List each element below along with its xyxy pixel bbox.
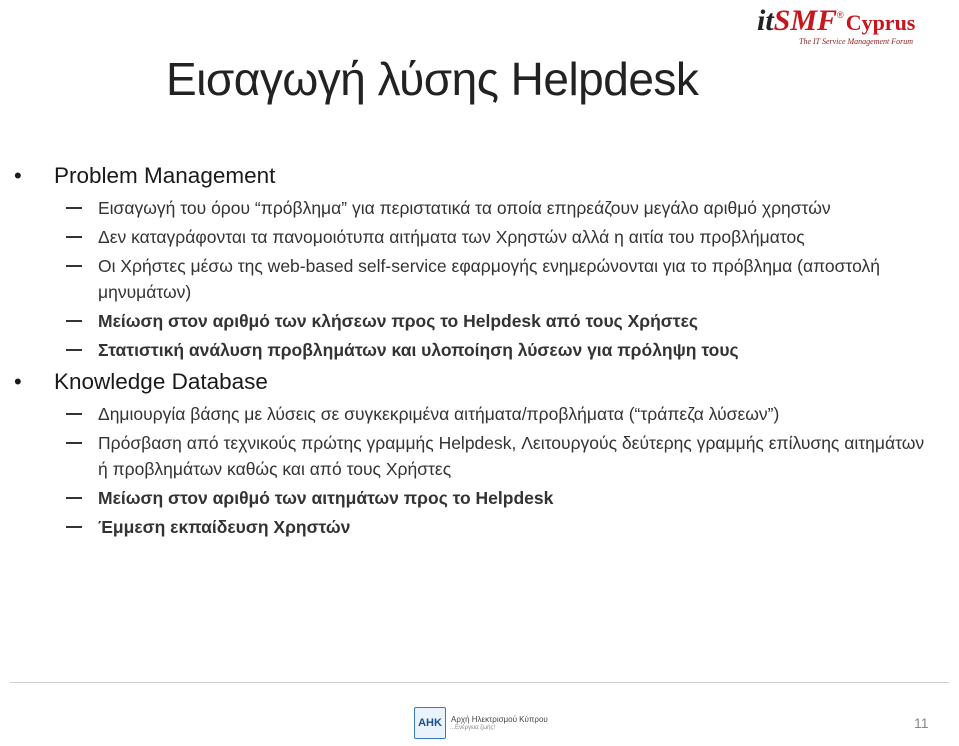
slide-content bbox=[0, 158, 959, 540]
dash-icon bbox=[66, 413, 82, 415]
logo-smf-text: SMF bbox=[773, 4, 838, 37]
list-item-text: Πρόσβαση από τεχνικούς πρώτης γραμμής Helpdesk, Λειτουργούς δεύτερης γραμμής επίλυσης αιτημάτων ή προβλημάτων καθώς και από τους Χρήστες bbox=[98, 433, 925, 479]
logo-tagline: The IT Service Management Forum bbox=[799, 37, 914, 46]
dash-icon bbox=[66, 349, 82, 351]
dash-icon bbox=[66, 236, 82, 238]
section-heading-text: Problem Management bbox=[54, 163, 276, 188]
list-item bbox=[0, 308, 959, 334]
logo-cyprus-text: Cyprus bbox=[845, 10, 916, 35]
logo-registered-mark: ® bbox=[837, 10, 844, 20]
bullet-icon: • bbox=[14, 163, 22, 188]
section-heading-knowledge-database bbox=[0, 365, 959, 398]
itsmf-cyprus-logo bbox=[757, 6, 947, 50]
section-heading-text: Knowledge Database bbox=[54, 369, 268, 394]
eac-logo-text: Αρχή Ηλεκτρισμού Κύπρου bbox=[451, 715, 548, 724]
list-item-text: Μείωση στον αριθμό των αιτημάτων προς το Helpdesk bbox=[98, 488, 554, 508]
dash-icon bbox=[66, 265, 82, 267]
list-item-text: Οι Χρήστες μέσω της web-based self-service εφαρμογής ενημερώνονται για το πρόβλημα (αποστολή μηνυμάτων) bbox=[98, 256, 880, 302]
page-number: 11 bbox=[914, 715, 929, 731]
list-item bbox=[0, 224, 959, 250]
dash-icon bbox=[66, 207, 82, 209]
eac-logo-subtext: ...Ενέργεια ζωής! bbox=[450, 725, 496, 731]
list-item-text: Δεν καταγράφονται τα πανομοιότυπα αιτήματα των Χρηστών αλλά η αιτία του προβλήματος bbox=[98, 227, 805, 247]
list-item-text: Εισαγωγή του όρου “πρόβλημα” για περιστατικά τα οποία επηρεάζουν μεγάλο αριθμό χρηστών bbox=[98, 198, 831, 218]
eac-logo bbox=[414, 706, 574, 740]
list-item-text: Έμμεση εκπαίδευση Χρηστών bbox=[98, 517, 351, 537]
list-item-text: Στατιστική ανάλυση προβλημάτων και υλοποίηση λύσεων για πρόληψη τους bbox=[98, 340, 739, 360]
section-heading-problem-management bbox=[0, 159, 959, 192]
eac-logo-mark: ΑΗΚ bbox=[414, 707, 446, 739]
list-item bbox=[0, 253, 959, 305]
footer-divider bbox=[10, 682, 949, 683]
list-item bbox=[0, 485, 959, 511]
dash-icon bbox=[66, 526, 82, 528]
list-item bbox=[0, 195, 959, 221]
slide-title: Εισαγωγή λύσης Helpdesk bbox=[166, 53, 699, 105]
list-item bbox=[0, 401, 959, 427]
list-item bbox=[0, 514, 959, 540]
bullet-icon: • bbox=[14, 369, 22, 394]
list-item bbox=[0, 337, 959, 363]
logo-it-text: it bbox=[757, 4, 774, 37]
list-item-text: Μείωση στον αριθμό των κλήσεων προς το Helpdesk από τους Χρήστες bbox=[98, 311, 698, 331]
dash-icon bbox=[66, 442, 82, 444]
dash-icon bbox=[66, 320, 82, 322]
list-item bbox=[0, 430, 959, 482]
dash-icon bbox=[66, 497, 82, 499]
list-item-text: Δημιουργία βάσης με λύσεις σε συγκεκριμένα αιτήματα/προβλήματα (“τράπεζα λύσεων”) bbox=[98, 404, 780, 424]
